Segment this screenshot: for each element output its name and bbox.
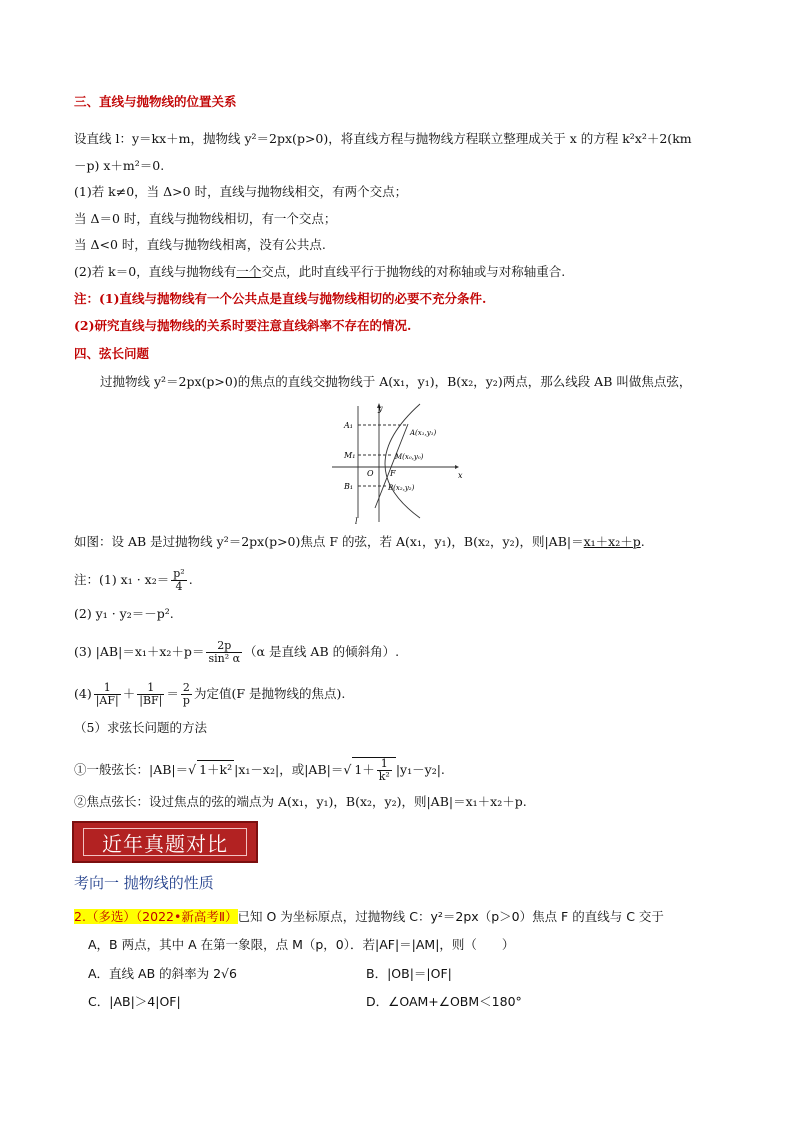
case1-intersect: (1)若 k≠0，当 Δ>0 时，直线与抛物线相交，有两个交点； [74, 184, 408, 199]
label-M: M(x₀,y₀) [395, 453, 424, 461]
note-n1: 注：(1) x₁ · x₂＝ $\frac{\text{p²}}{4}$ . [74, 567, 193, 593]
option-c[interactable]: C．|AB|＞4|OF| [88, 994, 181, 1009]
label-B1: B₁ [344, 482, 354, 491]
banner-title: 近年真题对比 [83, 828, 247, 856]
method-focal: ②焦点弦长：设过焦点的弦的端点为 A(x₁，y₁)，B(x₂，y₂)，则|AB|＝x₁＋x₂＋p. [74, 794, 527, 809]
problem-stem-1: 已知 O 为坐标原点，过抛物线 C：y²＝2px（p＞0）焦点 F 的直线与 C 交于 [237, 909, 664, 924]
label-B: B(x₂,y₂) [388, 484, 415, 492]
case1-separate: 当 Δ<0 时，直线与抛物线相离，没有公共点. [74, 237, 326, 252]
option-d[interactable]: D．∠OAM+∠OBM＜180° [366, 994, 522, 1009]
case2 [74, 263, 565, 281]
label-O: O [367, 469, 374, 478]
n3-post: （α 是直线 AB 的倾斜角）. [244, 644, 400, 659]
figure-description: 如图：设 AB 是过抛物线 y²＝2px(p>0)焦点 F 的弦，若 A(x₁，y₁)，B(x₂，y₂)，则|AB|＝x₁＋x₂＋p. [74, 534, 645, 549]
label-F: F [390, 469, 396, 478]
problem-stem-2: A，B 两点，其中 A 在第一象限，点 M（p，0）．若|AF|＝|AM|，则（ ） [88, 937, 515, 952]
direction-title: 考向一 抛物线的性质 [74, 874, 214, 892]
figure-desc-text: 如图：设 AB 是过抛物线 y²＝2px(p>0)焦点 F 的弦，若 A(x₁，y₁)，B(x₂，y₂)，则|AB|＝ [74, 534, 584, 549]
problem-tag: 2.（多选）（2022•新高考Ⅱ） [74, 909, 238, 924]
case1-tangent: 当 Δ＝0 时，直线与抛物线相切，有一个交点； [74, 211, 337, 226]
n4-post: 为定值(F 是抛物线的焦点). [193, 686, 346, 701]
focal-chord [375, 424, 408, 508]
n3-text: (3) |AB|＝x₁＋x₂＋p＝ [74, 644, 205, 659]
section3-intro-line2: －p) x＋m²＝0. [74, 158, 165, 173]
note-n5: （5）求弦长问题的方法 [74, 720, 207, 735]
label-A1: A₁ [344, 421, 353, 430]
m1-post: |y₁－y₂|. [395, 762, 445, 777]
n4-frac2: $\frac{1}{|BF|}$ [139, 681, 163, 707]
m1-sqrt2: 1＋ $\frac{1}{\text{k²}}$ [352, 757, 396, 783]
label-x: x [458, 471, 463, 480]
problem-stem [74, 908, 664, 926]
label-A: A(x₁,y₁) [410, 429, 437, 437]
section4-intro: 过抛物线 y²＝2px(p>0)的焦点的直线交抛物线于 A(x₁，y₁)，B(x₂，y₂)两点，那么线段 AB 叫做焦点弦， [100, 374, 692, 389]
n4-frac3: $\frac{2}{p}$ [182, 681, 190, 707]
note-n4: (4) $\frac{1}{|AF|}$ ＋ $\frac{1}{|BF|}$ ＝ $\frac{2}{p}$ 为定值(F 是抛物线的焦点). [74, 681, 346, 707]
method-general: ①一般弦长：|AB|＝√ 1＋k² |x₁－x₂|，或|AB|＝√ 1＋ $\frac{1}{\text{k²}}$ |y₁－y₂|. [74, 757, 445, 783]
section-banner [72, 821, 258, 863]
case2-post: 交点，此时直线平行于抛物线的对称轴或与对称轴重合. [261, 264, 566, 279]
n3-fraction: $\frac{2p}{\text{sin² α}}$ [208, 639, 241, 665]
note-n2: (2) y₁ · y₂＝－p². [74, 606, 174, 621]
case2-pre: (2)若 k＝0，直线与抛物线有 [74, 264, 237, 279]
note-n3 [74, 640, 399, 665]
option-a[interactable]: A．直线 AB 的斜率为 2√6 [88, 966, 237, 981]
m1-sqrt: 1＋k² [199, 762, 233, 777]
label-M1: M₁ [344, 451, 356, 460]
section4-heading: 四、弦长问题 [74, 346, 150, 361]
label-y: y [378, 404, 383, 413]
n4-frac1: $\frac{1}{|AF|}$ [95, 681, 119, 707]
option-b[interactable]: B．|OB|＝|OF| [366, 966, 452, 981]
x-axis-arrow [455, 465, 459, 469]
section3-heading: 三、直线与抛物线的位置关系 [74, 94, 237, 109]
focal-chord-figure [330, 400, 470, 525]
figure-desc-result: x₁＋x₂＋p [583, 534, 641, 549]
m1-pre: ①一般弦长：|AB|＝ [74, 762, 189, 777]
n1-text: 注：(1) x₁ · x₂＝ [74, 572, 170, 587]
case2-underlined: 一个 [236, 264, 262, 279]
label-l: l [355, 517, 358, 525]
section3-intro-line1: 设直线 l：y＝kx＋m，抛物线 y²＝2px(p>0)，将直线方程与抛物线方程联立整理成关于 x 的方程 k²x²＋2(km [74, 131, 692, 146]
m1-mid: |x₁－x₂|，或|AB|＝ [234, 762, 344, 777]
n1-fraction: $\frac{\text{p²}}{4}$ [173, 567, 185, 593]
note-2: (2)研究直线与抛物线的关系时要注意直线斜率不存在的情况. [74, 318, 412, 333]
note-1: 注：(1)直线与抛物线有一个公共点是直线与抛物线相切的必要不充分条件. [74, 291, 487, 306]
parabola-curve [385, 404, 420, 518]
